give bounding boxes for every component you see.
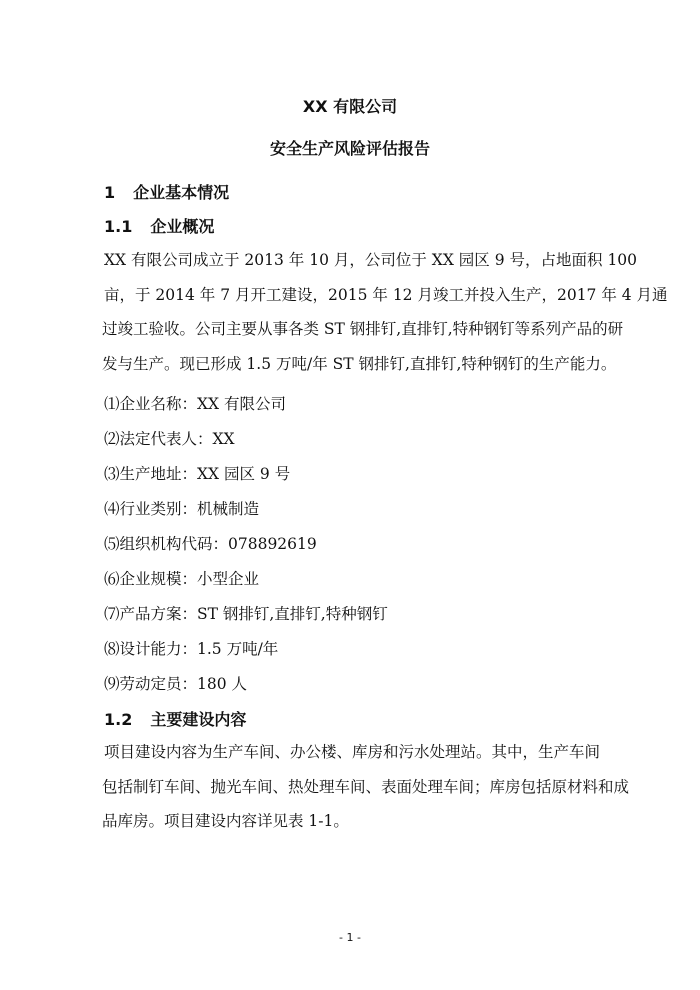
report-title: 安全生产风险评估报告 [269,139,430,158]
section-heading-1 [104,180,229,203]
paragraph-line: 包括制钉车间、抛光车间、热处理车间、表面处理车间；库房包括原材料和成 [102,777,630,796]
page-number: - 1 - [339,931,361,944]
info-item-products: ⑺产品方案：ST 钢排钉,直排钉,特种钢钉 [104,605,388,623]
construction-paragraph [104,735,629,839]
info-item-org-code: ⑸组织机构代码：078892619 [104,535,317,553]
info-item-legal-representative: ⑵法定代表人：XX [104,430,235,448]
section-heading-1-2 [104,707,246,730]
section-title: 企业基本情况 [133,183,230,202]
info-item-address: ⑶生产地址：XX 园区 9 号 [104,465,291,483]
section-number: 1 [104,183,116,202]
info-item-industry: ⑷行业类别：机械制造 [104,500,260,518]
paragraph-line: 亩，于 2014 年 7 月开工建设，2015 年 12 月竣工并投入生产，2017 年 4 月通 [104,285,668,304]
paragraph-line: 过竣工验收。公司主要从事各类 ST 钢排钉,直排钉,特种钢钉等系列产品的研 [102,320,624,338]
section-number: 1.2 [104,710,133,729]
paragraph-line: 项目建设内容为生产车间、办公楼、库房和污水处理站。其中，生产车间 [104,743,601,761]
section-heading-1-1 [104,214,214,237]
overview-paragraph [102,243,668,381]
company-title: XX 有限公司 [302,97,398,116]
section-title: 企业概况 [150,217,215,236]
paragraph-line: XX 有限公司成立于 2013 年 10 月，公司位于 XX 园区 9 号，占地面积 100 [104,251,638,269]
section-number: 1.1 [104,217,133,236]
info-item-staff: ⑼劳动定员：180 人 [104,675,248,693]
info-item-scale: ⑹企业规模：小型企业 [104,570,260,588]
paragraph-line: 发与生产。现已形成 1.5 万吨/年 ST 钢排钉,直排钉,特种钢钉的生产能力。 [102,354,617,373]
info-item-company-name: ⑴企业名称：XX 有限公司 [104,395,286,413]
section-title: 主要建设内容 [150,710,247,729]
info-item-capacity: ⑻设计能力：1.5 万吨/年 [104,640,279,658]
paragraph-line: 品库房。项目建设内容详见表 1-1。 [102,812,349,830]
